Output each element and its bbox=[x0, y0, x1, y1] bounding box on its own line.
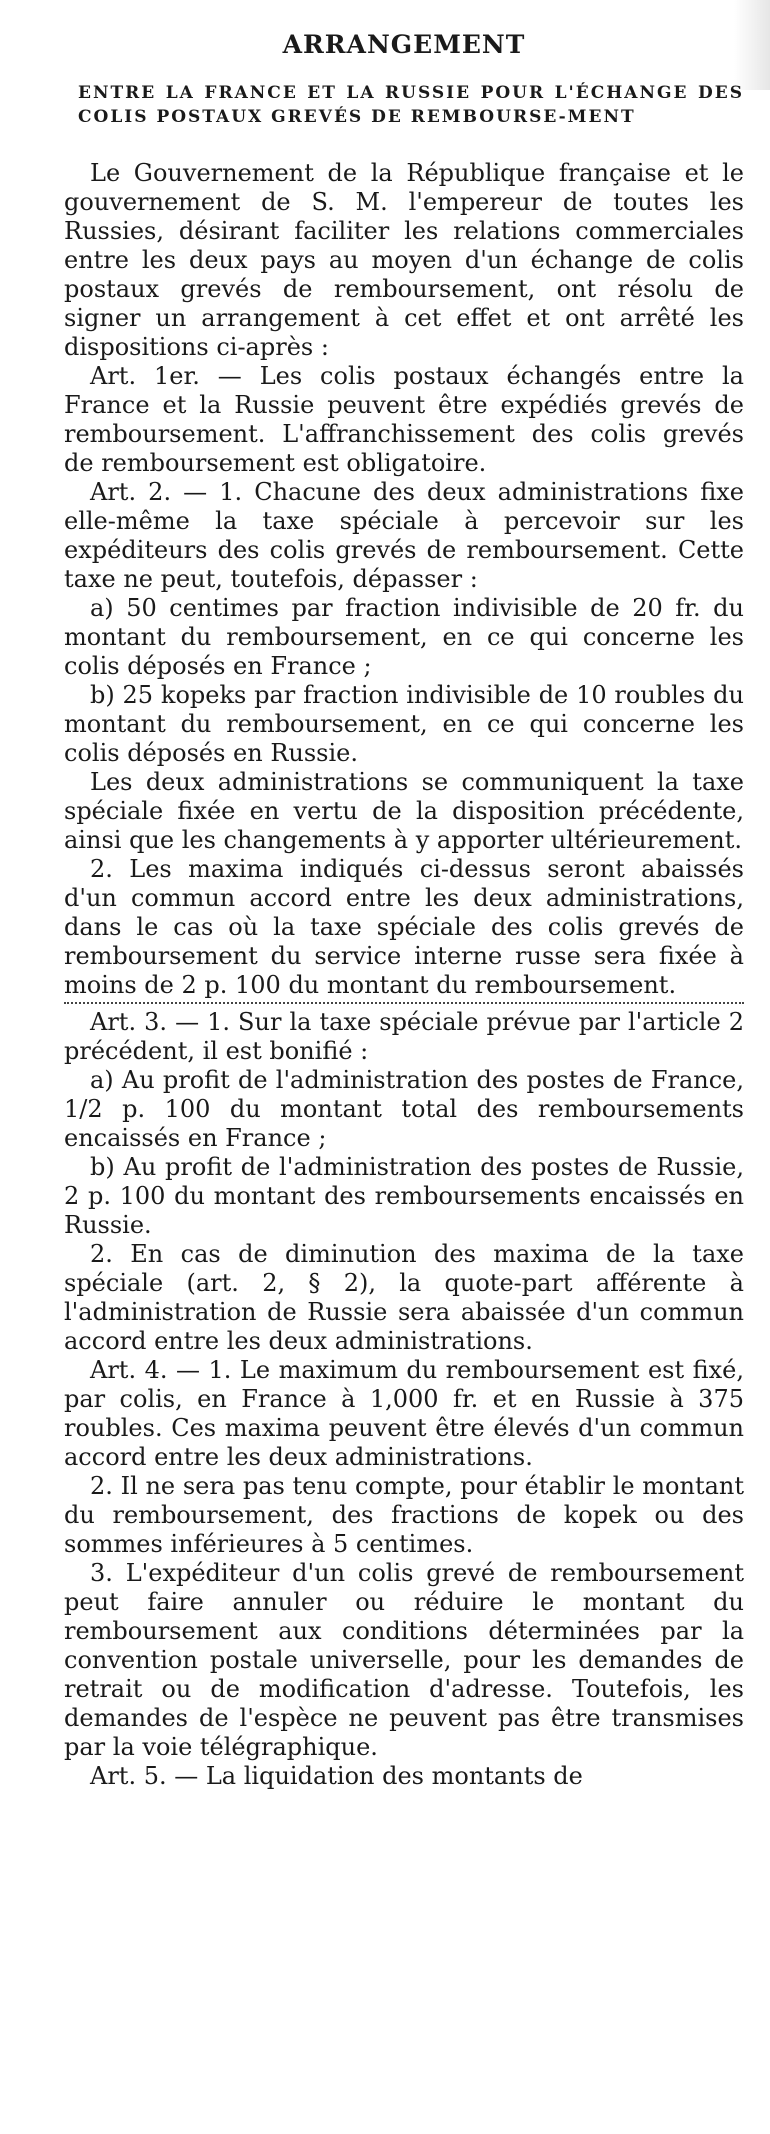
paragraph-art-3: Art. 3. — 1. Sur la taxe spéciale prévue par l'article 2 précédent, il est bonifié : bbox=[64, 1008, 744, 1065]
paragraph-preamble: Le Gouvernement de la République française et le gouvernement de S. M. l'empereur de toutes les Russies, désirant faciliter les relations commerciales entre les deux pays au moyen d'un échange de colis postaux grevés de remboursement, ont résolu de signer un arrangement à cet effet et ont arrêté les dispositions ci-après : bbox=[64, 159, 744, 361]
document-title: ARRANGEMENT bbox=[282, 30, 526, 59]
paragraph-art-2-2: 2. Les maxima indiqués ci-dessus seront abaissés d'un commun accord entre les deux administrations, dans le cas où la taxe spéciale des colis grevés de remboursement du service interne russe sera fixée à moins de 2 p. 100 du montant du remboursement. bbox=[64, 855, 744, 999]
paragraph-art-5: Art. 5. — La liquidation des montants de bbox=[90, 1762, 583, 1790]
paragraph-art-3-2: 2. En cas de diminution des maxima de la taxe spéciale (art. 2, § 2), la quote-part afférente à l'administration de Russie sera abaissée d'un commun accord entre les deux administrations. bbox=[64, 1240, 744, 1355]
document-subtitle: ENTRE LA FRANCE ET LA RUSSIE POUR L'ÉCHANGE DES COLIS POSTAUX GREVÉS DE REMBOURSE-MENT bbox=[78, 83, 744, 127]
article-column bbox=[64, 30, 744, 1791]
paragraph-art-4-2: 2. Il ne sera pas tenu compte, pour établir le montant du remboursement, des fractions de kopek ou des sommes inférieures à 5 centimes. bbox=[64, 1472, 744, 1558]
paragraph-art-4: Art. 4. — 1. Le maximum du remboursement est fixé, par colis, en France à 1,000 fr. et en Russie à 375 roubles. Ces maxima peuvent être élevés d'un commun accord entre les deux administrations. bbox=[64, 1356, 744, 1471]
paragraph-art-2: Art. 2. — 1. Chacune des deux administrations fixe elle-même la taxe spéciale à percevoir sur les expéditeurs des colis grevés de remboursement. Cette taxe ne peut, toutefois, dépasser : bbox=[64, 478, 744, 593]
paragraph-art-1: Art. 1er. — Les colis postaux échangés entre la France et la Russie peuvent être expédiés grevés de remboursement. L'affranchissement des colis grevés de remboursement est obligatoire. bbox=[64, 362, 744, 477]
paragraph-art-4-3: 3. L'expéditeur d'un colis grevé de remboursement peut faire annuler ou réduire le montant du remboursement aux conditions déterminées par la convention postale universelle, pour les demandes de retrait ou de modification d'adresse. Toutefois, les demandes de l'espèce ne peuvent pas être transmises par la voie télégraphique. bbox=[64, 1559, 744, 1761]
paragraph-art-2-communication: Les deux administrations se communiquent la taxe spéciale fixée en vertu de la disposition précédente, ainsi que les changements à y apporter ultérieurement. bbox=[64, 768, 744, 854]
paragraph-art-2-a: a) 50 centimes par fraction indivisible de 20 fr. du montant du remboursement, en ce qui concerne les colis déposés en France ; bbox=[64, 594, 744, 680]
paragraph-art-3-b: b) Au profit de l'administration des postes de Russie, 2 p. 100 du montant des remboursements encaissés en Russie. bbox=[64, 1153, 744, 1239]
column-divider bbox=[64, 1002, 744, 1004]
paragraph-art-3-a: a) Au profit de l'administration des postes de France, 1/2 p. 100 du montant total des remboursements encaissés en France ; bbox=[64, 1066, 744, 1152]
paragraph-art-2-b: b) 25 kopeks par fraction indivisible de 10 roubles du montant du remboursement, en ce qui concerne les colis déposés en Russie. bbox=[64, 681, 744, 767]
